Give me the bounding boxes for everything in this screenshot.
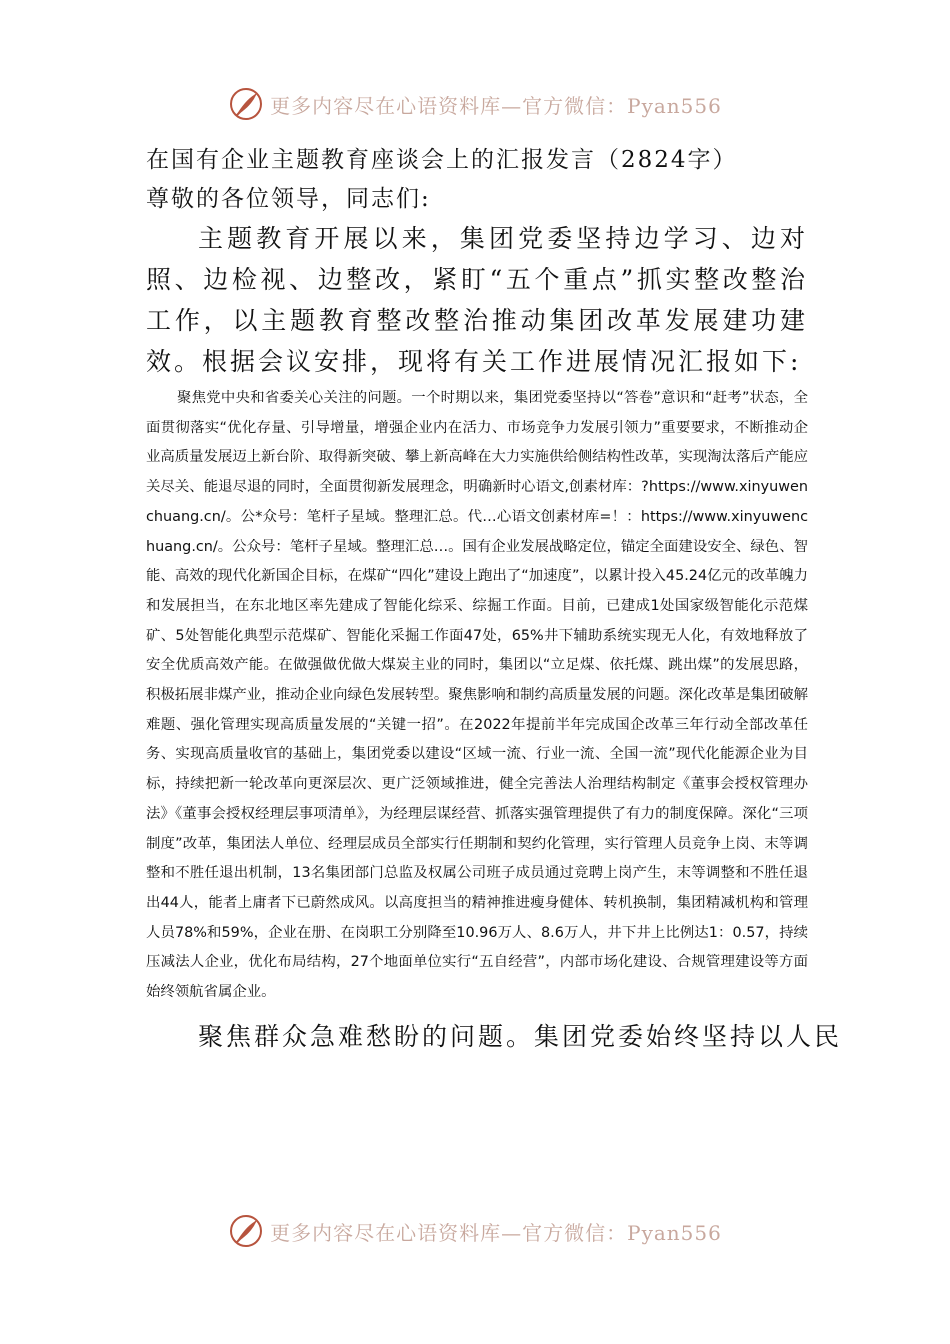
tail-paragraph: 聚焦群众急难愁盼的问题。集团党委始终坚持以人民 (198, 1021, 843, 1051)
quill-logo-icon (228, 86, 264, 122)
quill-logo-icon (228, 1213, 264, 1249)
body-paragraph: 聚焦党中央和省委关心关注的问题。一个时期以来，集团党委坚持以“答卷”意识和“赶考”状态，全面贯彻落实“优化存量、引导增量，增强企业内在活力、市场竞争力发展引领力”重要要求，不断推动企业高质量发展迈上新台阶、取得新突破、攀上新高峰在大力实施供给侧结构性改革，实现淘汰落后产能应关尽关、能退尽退的同时，全面贯彻新发展理念，明确新时心语文,创素材库：?https://www.xinyuwenchuang.cn/。公*众号：笔杆子星域。整理汇总。代…心语文创素材库=！：https://www.xinyuwenchuang.cn/。公众号：笔杆子星域。整理汇总…。国有企业发展战略定位，锚定全面建设安全、绿色、智能、高效的现代化新国企目标，在煤矿“四化”建设上跑出了“加速度”，以累计投入45.24亿元的改革魄力和发展担当，在东北地区率先建成了智能化综采、综掘工作面。目前，已建成1处国家级智能化示范煤矿、5处智能化典型示范煤矿、智能化采掘工作面47处，65%井下辅助系统实现无人化，有效地释放了安全优质高效产能。在做强做优做大煤炭主业的同时，集团以“立足煤、依托煤、跳出煤”的发展思路，积极拓展非煤产业，推动企业向绿色发展转型。聚焦影响和制约高质量发展的问题。深化改革是集团破解难题、强化管理实现高质量发展的“关键一招”。在2022年提前半年完成国企改革三年行动全部改革任务、实现高质量收官的基础上，集团党委以建设“区域一流、行业一流、全国一流”现代化能源企业为目标，持续把新一轮改革向更深层次、更广泛领域推进，健全完善法人治理结构制定《董事会授权管理办法》《董事会授权经理层事项清单》，为经理层谋经营、抓落实强管理提供了有力的制度保障。深化“三项制度”改革，集团法人单位、经理层成员全部实行任期制和契约化管理，实行管理人员竞争上岗、末等调整和不胜任退出机制，13名集团部门总监及权属公司班子成员通过竞聘上岗产生，末等调整和不胜任退出44人，能者上庸者下已蔚然成风。以高度担当的精神推进瘦身健体、转机换制，集团精减机构和管理人员78%和59%，企业在册、在岗职工分别降至10.96万人、8.6万人，井下井上比例达1：0.57，持续压减法人企业，优化布局结构，27个地面单位实行“五自经营”，内部市场化建设、合规管理建设等方面始终领航省属企业。 (146, 390, 808, 1001)
intro-paragraph: 主题教育开展以来，集团党委坚持边学习、边对照、边检视、边整改，紧盯“五个重点”抓实整改整治工作，以主题教育整改整治推动集团改革发展建功建效。根据会议安排，现将有关工作进展情况汇报如下: (146, 224, 808, 376)
footer-banner (0, 1207, 950, 1255)
header-banner (0, 80, 950, 128)
document-body (146, 140, 843, 1057)
document-title: 在国有企业主题教育座谈会上的汇报发言（2824字） (146, 147, 738, 173)
banner-text: 更多内容尽在心语资料库—官方微信：Pyan556 (270, 1220, 722, 1245)
greeting: 尊敬的各位领导，同志们: (146, 186, 431, 212)
banner-text: 更多内容尽在心语资料库—官方微信：Pyan556 (270, 93, 722, 118)
